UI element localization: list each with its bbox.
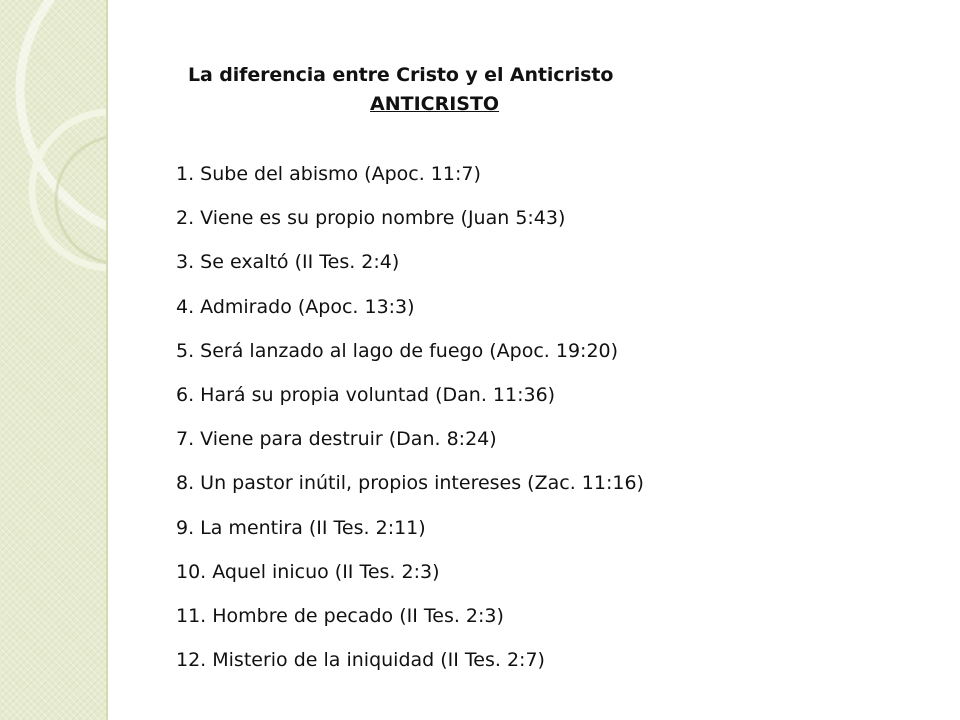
- comparison-list: [176, 160, 644, 690]
- side-panel-border: [106, 0, 108, 720]
- list-item: 12. Misterio de la iniquidad (II Tes. 2:7): [176, 649, 545, 672]
- list-item: 3. Se exaltó (II Tes. 2:4): [176, 251, 400, 274]
- list-item: 8. Un pastor inútil, propios intereses (Zac. 11:16): [176, 472, 644, 495]
- list-item: 6. Hará su propia voluntad (Dan. 11:36): [176, 383, 556, 406]
- list-item: 7. Viene para destruir (Dan. 8:24): [176, 428, 497, 451]
- slide-subtitle: ANTICRISTO: [370, 93, 500, 115]
- decorative-side-panel: [0, 0, 108, 720]
- list-item: 9. La mentira (II Tes. 2:11): [176, 516, 426, 539]
- list-item: 1. Sube del abismo (Apoc. 11:7): [176, 163, 481, 185]
- decorative-rings-graphic: [0, 0, 108, 720]
- list-item: 2. Viene es su propio nombre (Juan 5:43): [176, 207, 566, 230]
- list-item: 11. Hombre de pecado (II Tes. 2:3): [176, 604, 504, 627]
- slide-title: La diferencia entre Cristo y el Anticristo: [188, 64, 614, 86]
- list-item: 5. Será lanzado al lago de fuego (Apoc. 19:20): [176, 339, 619, 362]
- list-item: 10. Aquel inicuo (II Tes. 2:3): [176, 560, 440, 583]
- list-item: 4. Admirado (Apoc. 13:3): [176, 295, 415, 318]
